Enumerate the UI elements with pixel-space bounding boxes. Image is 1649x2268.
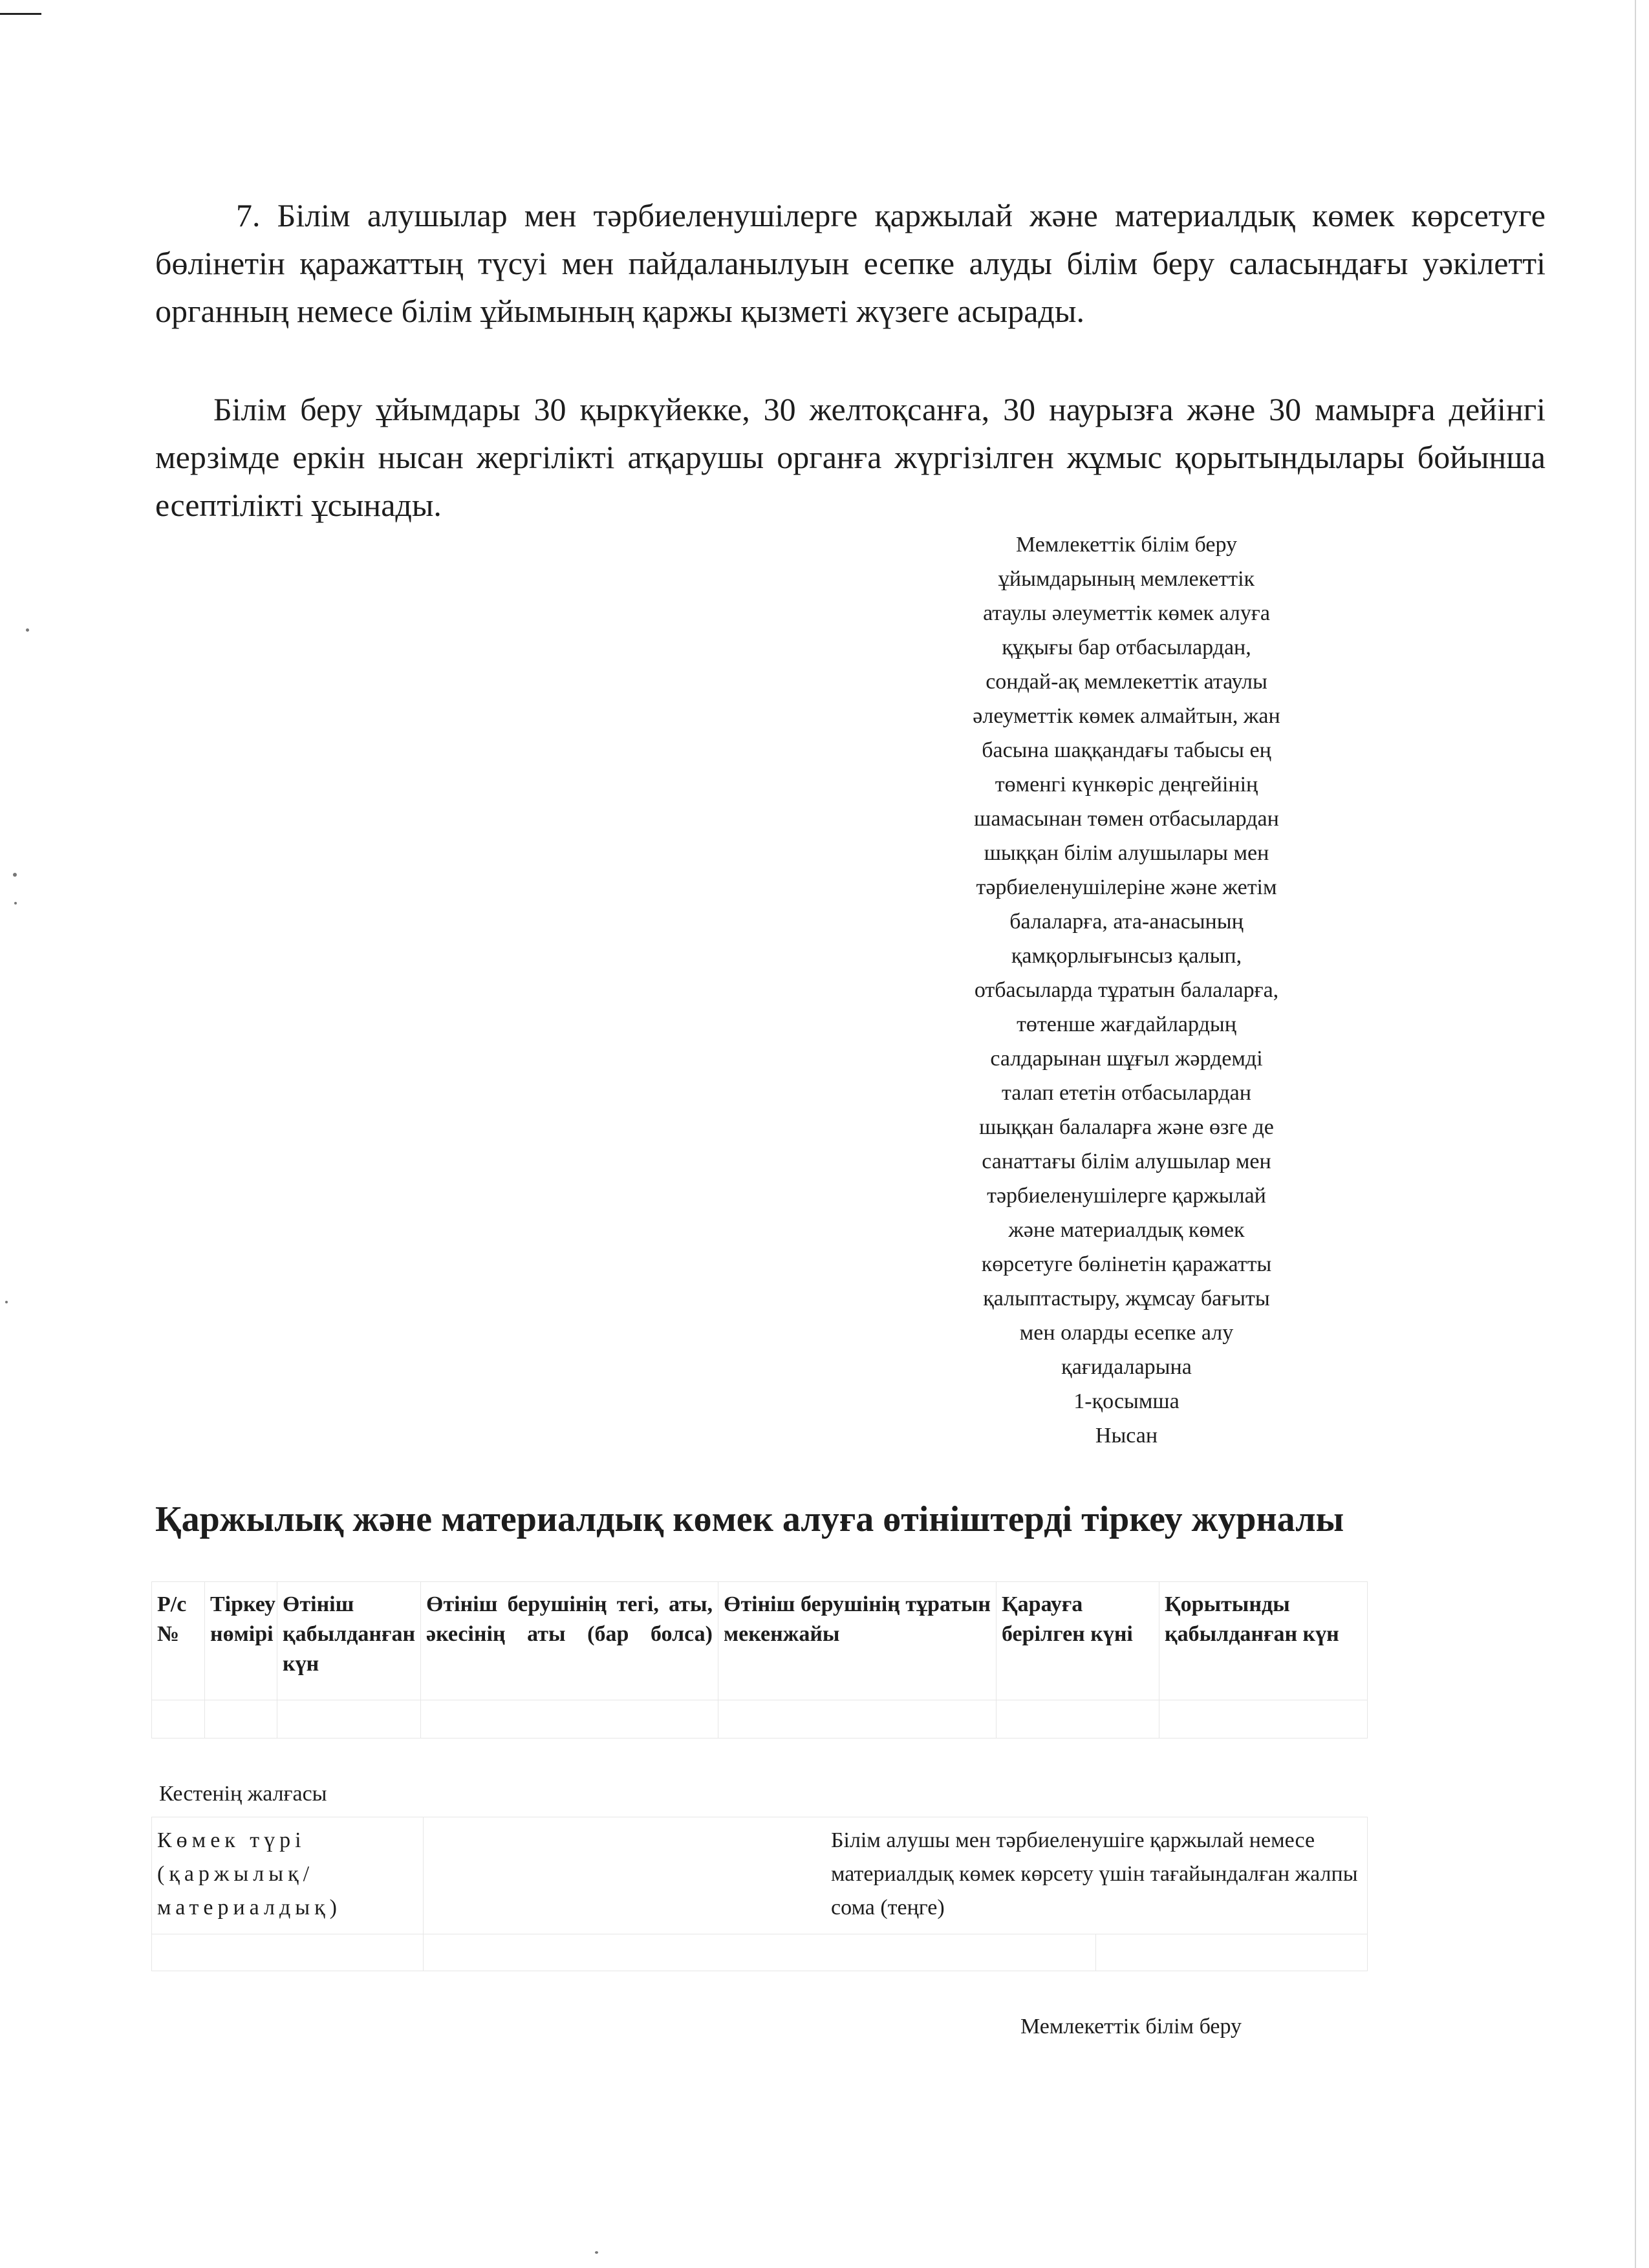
header-applicant-address: Өтініш берушінің тұратын мекенжайы — [718, 1582, 997, 1700]
paragraph-7: 7. Білім алушылар мен тәрбиеленушілерге қаржылай және материалдық көмек көрсетуге бөлінетін қаражаттың түсуі мен пайдаланылуын есепке алуды білім беру саласындағы уәкілетті органның немесе білім ұйымының қаржы қызметі жүзеге асырады. — [155, 197, 1546, 329]
scan-page-edge — [1635, 0, 1636, 2268]
annex-line: сондай-ақ мемлекеттік атаулы — [986, 670, 1267, 694]
annex-line: қағидаларына — [1061, 1355, 1192, 1379]
annex-line: басына шаққандағы табысы ең — [982, 738, 1271, 762]
annex-line: қалыптастыру, жұмсау бағыты — [983, 1287, 1270, 1311]
annex-line: қамқорлығынсыз қалып, — [1011, 944, 1242, 968]
table-cell — [424, 1934, 1096, 1971]
table-cell — [152, 1700, 205, 1738]
annex-line: құқығы бар отбасылардан, — [1002, 636, 1251, 659]
header-registration-number: Тіркеу нөмірі — [205, 1582, 277, 1700]
annex-line: әлеуметтік көмек алмайтын, жан — [973, 704, 1280, 728]
table-cell — [277, 1700, 421, 1738]
annex-line: тәрбиеленушілерге қаржылай — [987, 1184, 1266, 1208]
form-label: Нысан — [1095, 1424, 1158, 1448]
annex-line: балаларға, ата-анасының — [1009, 910, 1244, 934]
journal-title: Қаржылық және материалдық көмек алуға өтініштерді тіркеу журналы — [155, 1499, 1344, 1539]
header-assistance-type: Көмек түрі (қаржылық/ материалдық) — [152, 1817, 424, 1934]
table-cell — [1096, 1934, 1368, 1971]
paragraph-reporting: Білім беру ұйымдары 30 қыркүйекке, 30 желтоқсанға, 30 наурызға және 30 мамырға дейінгі мерзімде еркін нысан жергілікті атқарушы органға жүргізілген жұмыс қорытындылары бойынша есептілікті ұсынады. — [155, 391, 1546, 523]
scan-speck — [5, 1301, 8, 1303]
annex-line: ұйымдарының мемлекеттік — [998, 567, 1255, 591]
table-row — [152, 1700, 1368, 1738]
registration-table — [151, 1581, 1368, 1738]
scan-speck — [13, 873, 17, 877]
annex-line: шыққан білім алушылары мен — [984, 841, 1269, 865]
annex-line: Мемлекеттік білім беру — [1015, 533, 1238, 557]
table-cell — [718, 1700, 997, 1738]
annex-line: шыққан балаларға және өзге де — [979, 1115, 1274, 1139]
annex-line: шамасынан төмен отбасылардан — [974, 807, 1279, 831]
table-continuation-label: Кестенің жалғасы — [159, 1782, 327, 1806]
header-total-amount: Білім алушы мен тәрбиеленушіге қаржылай немесе материалдық көмек көрсету үшін тағайындалған жалпы сома (теңге) — [424, 1817, 1368, 1934]
annex-line: мен оларды есепке алу — [1019, 1321, 1234, 1345]
annex-line: тәрбиеленушілеріне және жетім — [976, 875, 1277, 899]
annex-line: төменгі күнкөріс деңгейінің — [995, 773, 1258, 797]
scan-speck — [26, 628, 29, 632]
appendix-label: 1-қосымша — [1073, 1389, 1180, 1413]
scan-corner-mark — [0, 13, 41, 15]
table-cell — [421, 1700, 718, 1738]
assistance-table — [151, 1817, 1368, 1971]
annex-header — [945, 528, 1308, 1453]
annex-line: көрсетуге бөлінетін қаражатты — [981, 1252, 1272, 1276]
next-annex-header: Мемлекеттік білім беру — [1020, 2015, 1242, 2038]
header-applicant-name: Өтініш берушінің тегі, аты, әкесінің аты (бар болса) — [421, 1582, 718, 1700]
annex-line: талап ететін отбасылардан — [1002, 1081, 1251, 1105]
annex-line: атаулы әлеуметтік көмек алуға — [983, 601, 1270, 625]
header-review-date: Қарауға берілген күні — [997, 1582, 1159, 1700]
table-cell — [997, 1700, 1159, 1738]
annex-line: салдарынан шұғыл жәрдемді — [990, 1047, 1263, 1071]
header-row-number: Р/с № — [152, 1582, 205, 1700]
table-cell — [152, 1934, 424, 1971]
scan-speck — [595, 2251, 598, 2254]
header-accepted-date: Өтініш қабылданған күн — [277, 1582, 421, 1700]
table-cell — [1159, 1700, 1368, 1738]
table-row — [152, 1934, 1368, 1971]
annex-line: және материалдық көмек — [1008, 1218, 1245, 1242]
table-cell — [205, 1700, 277, 1738]
table-header-row — [152, 1817, 1368, 1934]
header-decision-date: Қорытынды қабылданған күн — [1159, 1582, 1368, 1700]
annex-line: отбасыларда тұратын балаларға, — [974, 978, 1279, 1002]
annex-line: төтенше жағдайлардың — [1017, 1012, 1236, 1036]
table-header-row — [152, 1582, 1368, 1700]
annex-line: санаттағы білім алушылар мен — [982, 1150, 1271, 1173]
scan-speck — [14, 902, 17, 904]
